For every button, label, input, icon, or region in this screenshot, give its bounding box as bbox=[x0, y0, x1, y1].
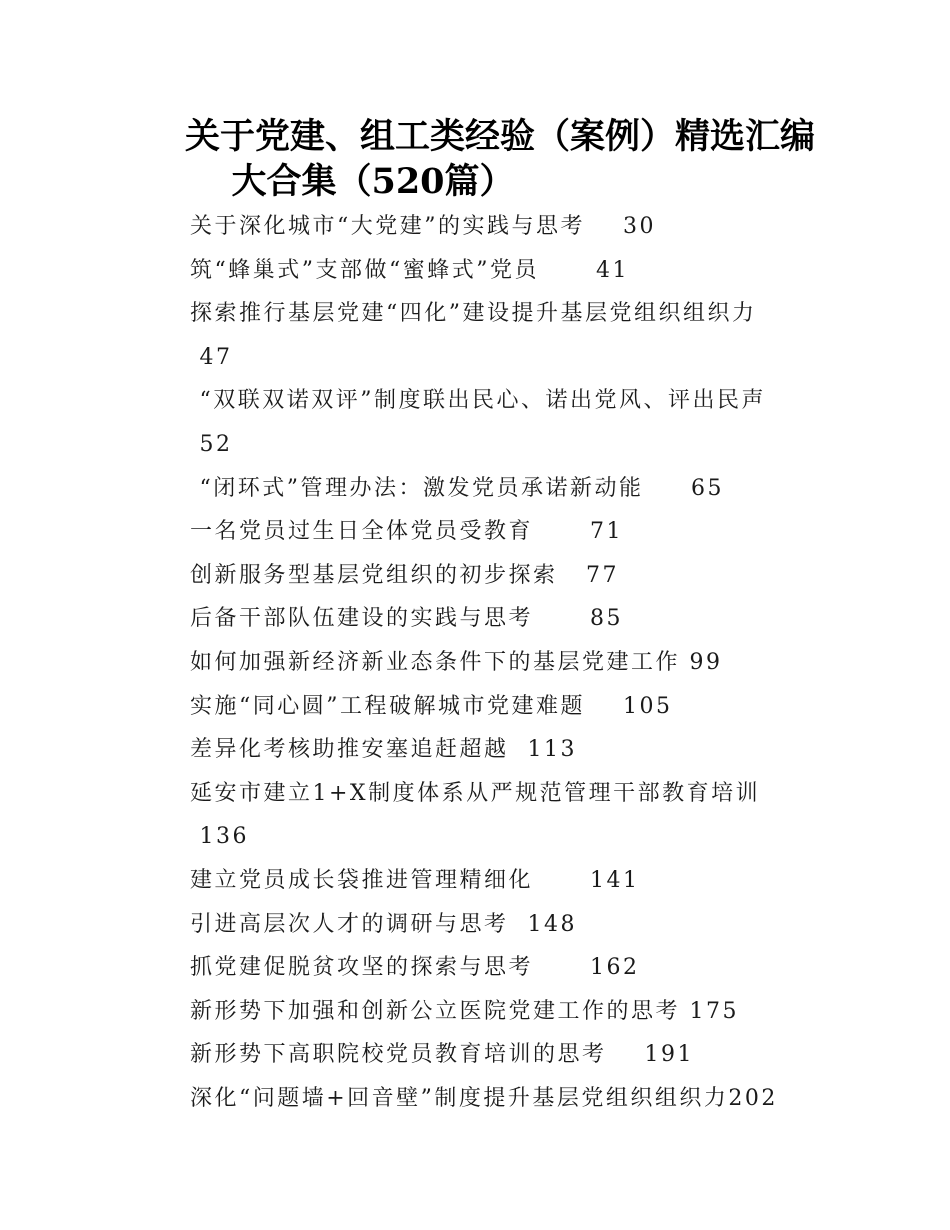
toc-line: 关于深化城市“大党建”的实践与思考 30 bbox=[190, 214, 656, 239]
toc-line: 实施“同心圆”工程破解城市党建难题 105 bbox=[190, 693, 673, 719]
toc-line: 探索推行基层党建“四化”建设提升基层党组织组织力 bbox=[190, 301, 757, 327]
toc-line: 52 bbox=[190, 431, 233, 457]
toc-line: 如何加强新经济新业态条件下的基层党建工作 99 bbox=[190, 649, 723, 675]
toc-line: “双联双诺双评”制度联出民心、诺出党风、评出民声 bbox=[190, 388, 766, 414]
toc-line: 建立党员成长袋推进管理精细化 141 bbox=[190, 867, 640, 893]
toc-line: 新形势下加强和创新公立医院党建工作的思考 175 bbox=[190, 998, 739, 1024]
toc-line: 创新服务型基层党组织的初步探索 77 bbox=[190, 562, 619, 588]
document-title-line-2: 大合集（520篇） bbox=[231, 161, 515, 202]
toc-line: 47 bbox=[190, 344, 233, 370]
document-title-line-1: 关于党建、组工类经验（案例）精选汇编 bbox=[184, 116, 815, 157]
toc-line: 抓党建促脱贫攻坚的探索与思考 162 bbox=[190, 955, 640, 981]
toc-line: 差异化考核助推安塞追赶超越 113 bbox=[190, 737, 577, 763]
toc-line: 引进高层次人才的调研与思考 148 bbox=[190, 911, 577, 937]
toc-line: 筑“蜂巢式”支部做“蜜蜂式”党员 41 bbox=[190, 257, 629, 283]
table-of-contents bbox=[190, 205, 810, 1120]
toc-line: 新形势下高职院校党员教育培训的思考 191 bbox=[190, 1042, 694, 1068]
toc-line: 深化“问题墙+回音壁”制度提升基层党组织组织力202 bbox=[190, 1085, 778, 1111]
toc-line: 136 bbox=[190, 824, 249, 850]
toc-line: 延安市建立1+X制度体系从严规范管理干部教育培训 bbox=[190, 780, 761, 806]
toc-line: “闭环式”管理办法：激发党员承诺新动能 65 bbox=[190, 475, 724, 501]
toc-line: 后备干部队伍建设的实践与思考 85 bbox=[190, 606, 623, 632]
toc-line: 一名党员过生日全体党员受教育 71 bbox=[190, 519, 623, 545]
